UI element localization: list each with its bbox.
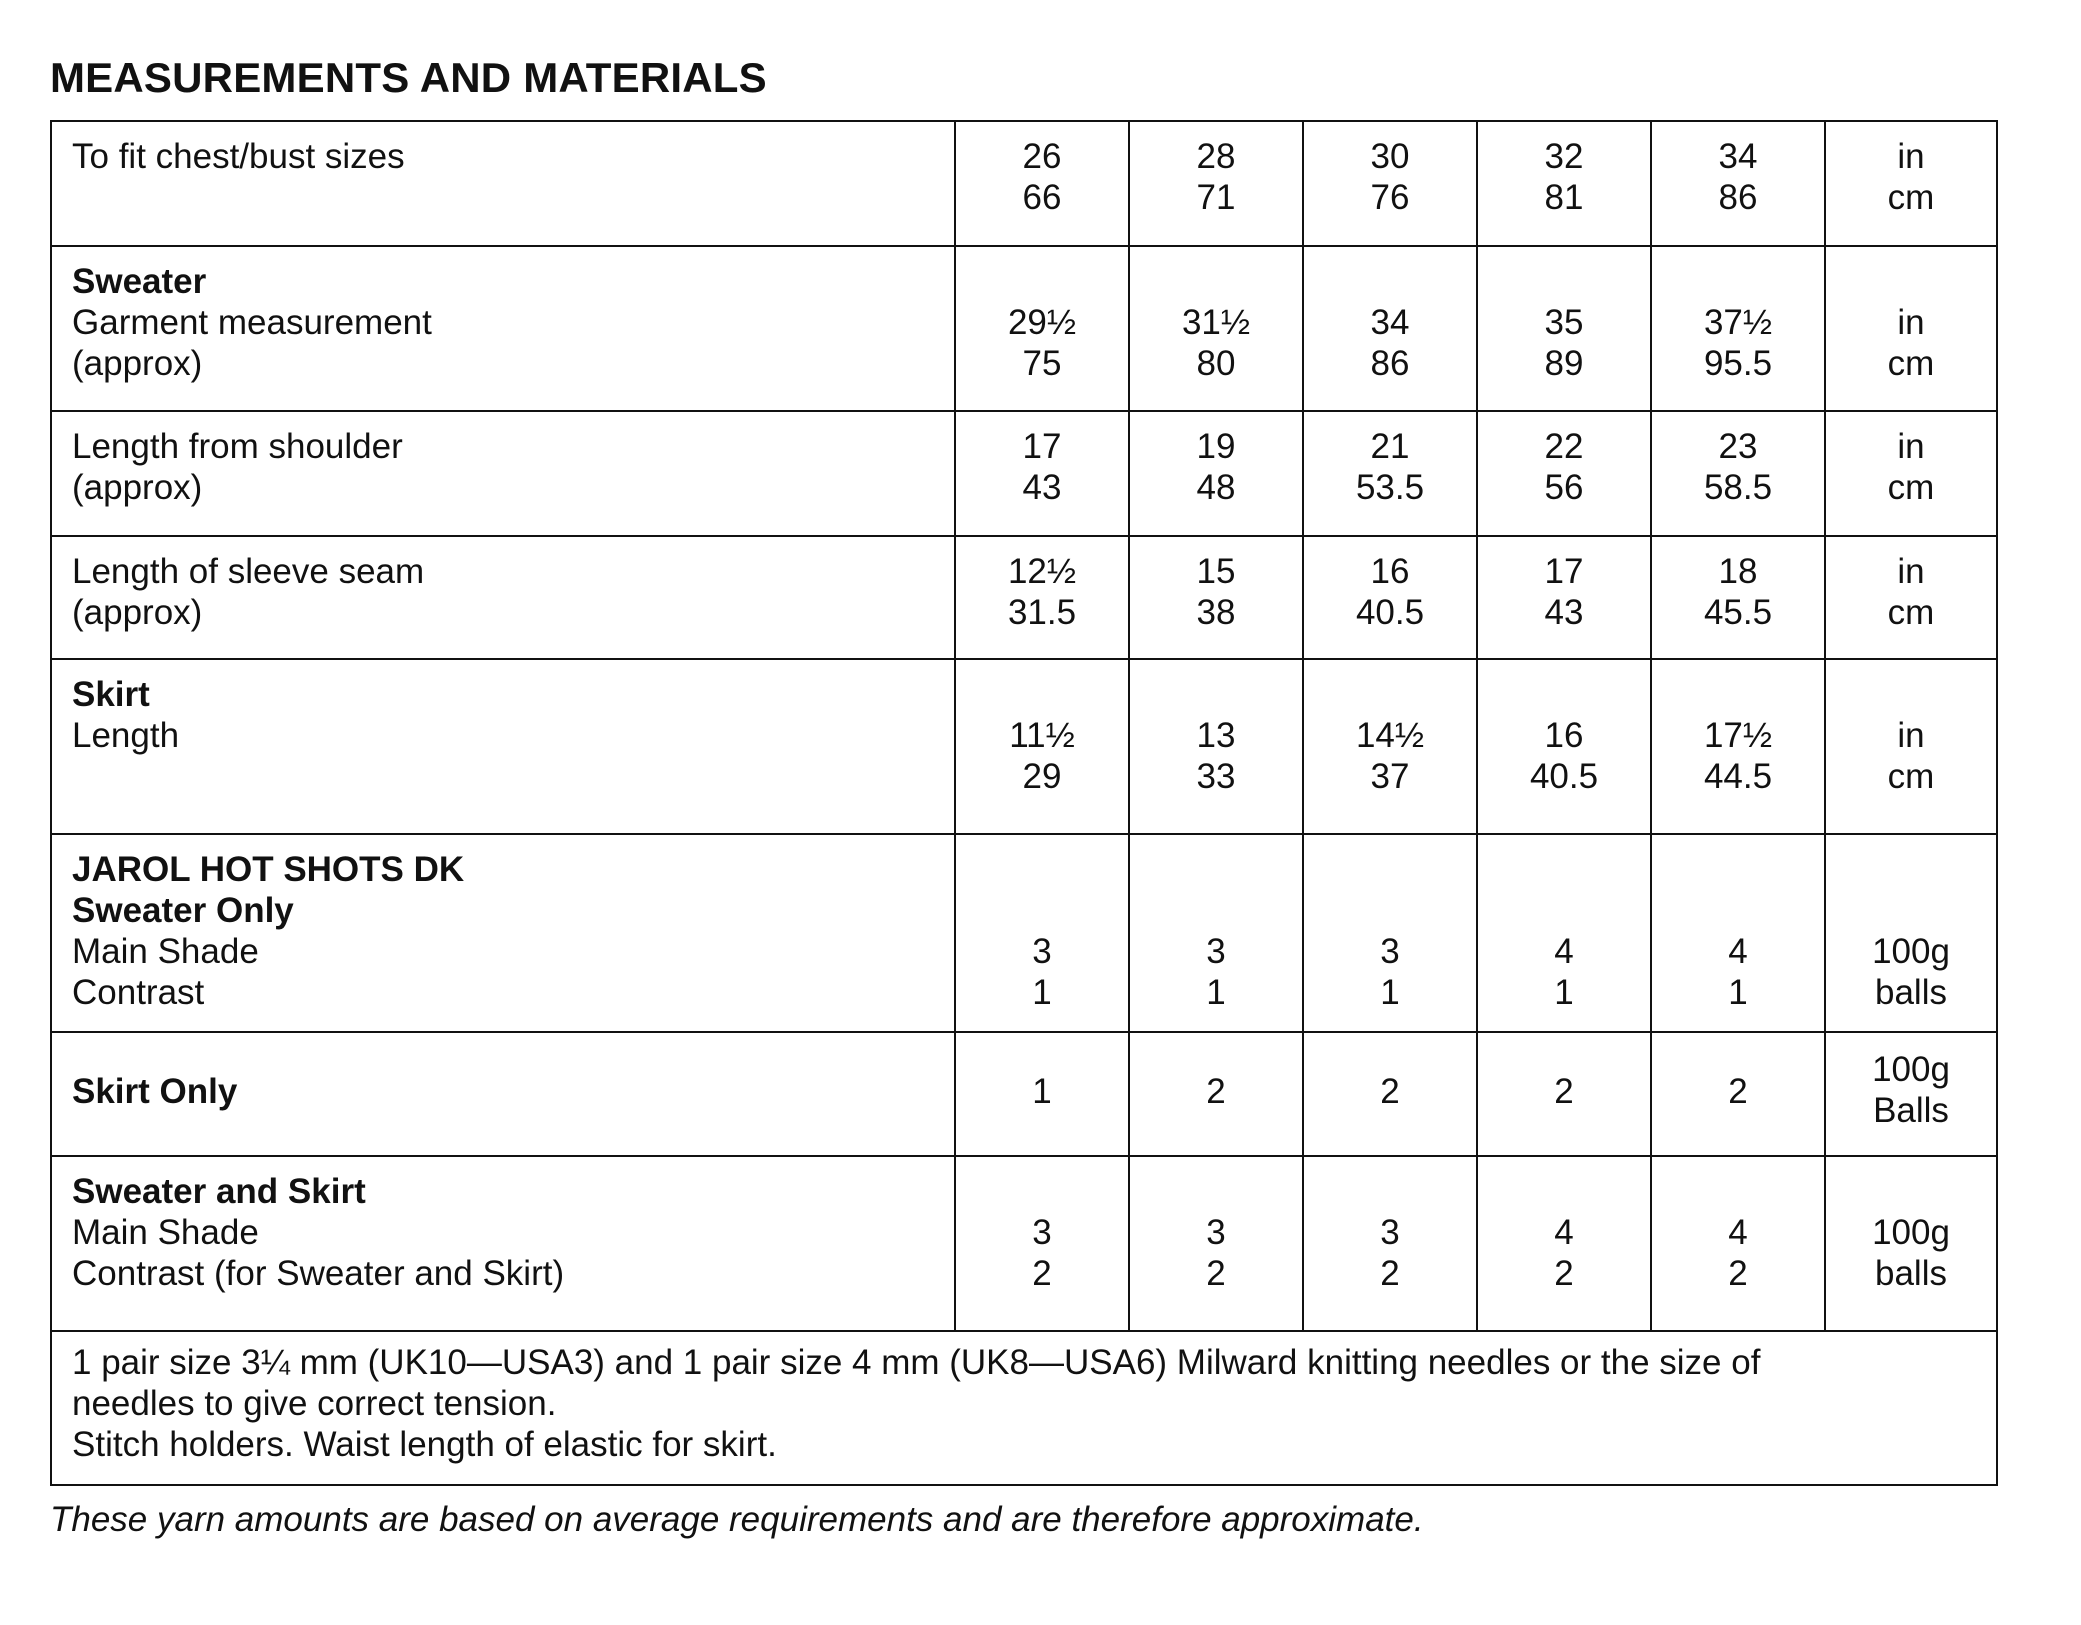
size-cell (1303, 659, 1477, 834)
section-heading: Sweater (72, 262, 207, 301)
value-in: 32 (1544, 137, 1584, 176)
size-cell (955, 1156, 1129, 1331)
size-cell (1129, 121, 1303, 246)
row-label-text: Contrast (72, 973, 205, 1012)
value-in: 28 (1196, 137, 1236, 176)
value-in: 13 (1196, 716, 1236, 755)
value-cm: 45.5 (1703, 593, 1773, 632)
value-contrast: 1 (1554, 973, 1574, 1012)
value-cm: 76 (1370, 178, 1410, 217)
unit-in: in (1897, 137, 1925, 176)
unit-cell (1825, 121, 1997, 246)
value-in: 18 (1718, 552, 1758, 591)
unit-cell (1825, 411, 1997, 536)
row-label (51, 246, 955, 411)
value-cm: 86 (1718, 178, 1758, 217)
row-label-text: Main Shade (72, 1213, 259, 1252)
table-row-sweater-garment (51, 246, 1997, 411)
section-heading: Skirt (72, 675, 150, 714)
value-in: 17½ (1703, 716, 1773, 755)
approximation-note: These yarn amounts are based on average requirements and are therefore approximate. (50, 1500, 1424, 1539)
size-cell (1651, 536, 1825, 659)
table-row-sleeve-seam (51, 536, 1997, 659)
footer-line: 1 pair size 3¼ mm (UK10—USA3) and 1 pair size 4 mm (UK8—USA6) Milward knitting needles or the size of (72, 1343, 1761, 1382)
size-cell (1651, 121, 1825, 246)
size-cell (1129, 1156, 1303, 1331)
value-cm: 58.5 (1703, 468, 1773, 507)
value-cm: 38 (1196, 593, 1236, 632)
size-cell (1651, 411, 1825, 536)
size-cell (955, 121, 1129, 246)
size-cell (955, 411, 1129, 536)
unit-cell (1825, 536, 1997, 659)
row-label (51, 536, 955, 659)
table-row-footer (51, 1331, 1997, 1485)
value-in: 11½ (1009, 716, 1075, 755)
value-in: 26 (1022, 137, 1062, 176)
row-label-text: Garment measurement (72, 303, 432, 342)
unit-cell (1825, 834, 1997, 1032)
row-label-text: Contrast (for Sweater and Skirt) (72, 1254, 565, 1293)
size-cell (955, 1032, 1129, 1156)
row-label (51, 834, 955, 1032)
value-cm: 95.5 (1703, 344, 1773, 383)
size-cell (1129, 1032, 1303, 1156)
chest-label: To fit chest/bust sizes (72, 137, 405, 176)
value-main: 3 (1206, 932, 1226, 971)
size-cell (1477, 246, 1651, 411)
row-label (51, 1156, 955, 1331)
unit-cm: cm (1887, 178, 1935, 217)
value-main: 3 (1032, 1213, 1052, 1252)
size-cell (1477, 1156, 1651, 1331)
value-cm: 66 (1022, 178, 1062, 217)
value-cm: 75 (1022, 344, 1062, 383)
value-contrast: 2 (1728, 1254, 1748, 1293)
size-cell (1303, 121, 1477, 246)
yarn-heading: JAROL HOT SHOTS DK (72, 850, 465, 889)
size-cell (1303, 536, 1477, 659)
unit-cm: cm (1887, 757, 1935, 796)
value-cm: 53.5 (1355, 468, 1425, 507)
unit-in: in (1897, 427, 1925, 466)
value-in: 12½ (1007, 552, 1077, 591)
size-cell (1651, 659, 1825, 834)
value-balls: 2 (1206, 1072, 1226, 1111)
value-cm: 31.5 (1007, 593, 1077, 632)
row-label (51, 411, 955, 536)
row-label-text: Length from shoulder (72, 427, 403, 466)
value-contrast: 2 (1554, 1254, 1574, 1293)
value-in: 14½ (1355, 716, 1425, 755)
size-cell (1129, 411, 1303, 536)
unit-balls: balls (1875, 973, 1947, 1012)
value-in: 16 (1544, 716, 1584, 755)
value-balls: 2 (1380, 1072, 1400, 1111)
size-cell (1477, 536, 1651, 659)
value-main: 4 (1554, 1213, 1574, 1252)
size-cell (1129, 536, 1303, 659)
unit-weight: 100g (1872, 1050, 1950, 1089)
value-contrast: 1 (1032, 973, 1052, 1012)
value-cm: 43 (1022, 468, 1062, 507)
size-cell (955, 246, 1129, 411)
value-cm: 29 (1022, 757, 1062, 796)
value-cm: 40.5 (1355, 593, 1425, 632)
value-cm: 86 (1370, 344, 1410, 383)
value-in: 22 (1544, 427, 1584, 466)
value-in: 17 (1022, 427, 1062, 466)
value-in: 23 (1718, 427, 1758, 466)
unit-in: in (1897, 303, 1925, 342)
value-main: 3 (1380, 932, 1400, 971)
row-label-text: (approx) (72, 344, 203, 383)
size-cell (1477, 121, 1651, 246)
value-contrast: 2 (1206, 1254, 1226, 1293)
value-in: 17 (1544, 552, 1584, 591)
value-contrast: 2 (1380, 1254, 1400, 1293)
size-cell (1651, 1032, 1825, 1156)
value-cm: 71 (1196, 178, 1236, 217)
value-in: 34 (1718, 137, 1758, 176)
size-cell (1651, 1156, 1825, 1331)
value-cm: 89 (1544, 344, 1584, 383)
value-cm: 37 (1370, 757, 1410, 796)
table-row-yarn-sweater (51, 834, 1997, 1032)
unit-in: in (1897, 552, 1925, 591)
value-in: 16 (1370, 552, 1410, 591)
value-main: 4 (1728, 932, 1748, 971)
value-in: 34 (1370, 303, 1410, 342)
value-cm: 40.5 (1529, 757, 1599, 796)
unit-cm: cm (1887, 344, 1935, 383)
value-contrast: 1 (1380, 973, 1400, 1012)
size-cell (1303, 1032, 1477, 1156)
size-cell (1303, 411, 1477, 536)
table-row-yarn-skirt (51, 1032, 1997, 1156)
value-main: 3 (1380, 1213, 1400, 1252)
materials-footer (51, 1331, 1997, 1485)
size-cell (1477, 834, 1651, 1032)
unit-cell (1825, 659, 1997, 834)
footer-line: Stitch holders. Waist length of elastic for skirt. (72, 1425, 777, 1464)
value-cm: 43 (1544, 593, 1584, 632)
value-in: 19 (1196, 427, 1236, 466)
table-row-yarn-both (51, 1156, 1997, 1331)
row-label (51, 659, 955, 834)
row-label-text: (approx) (72, 593, 203, 632)
table-row-skirt-length (51, 659, 1997, 834)
row-label-text: (approx) (72, 468, 203, 507)
size-cell (1303, 1156, 1477, 1331)
size-cell (1477, 1032, 1651, 1156)
row-label (51, 1032, 955, 1156)
section-heading: Skirt Only (72, 1072, 238, 1111)
size-cell (1477, 659, 1651, 834)
value-in: 29½ (1007, 303, 1077, 342)
size-cell (955, 536, 1129, 659)
page-title: MEASUREMENTS AND MATERIALS (50, 54, 767, 101)
size-cell (955, 659, 1129, 834)
unit-cell (1825, 1156, 1997, 1331)
section-heading: Sweater Only (72, 891, 294, 930)
value-cm: 80 (1196, 344, 1236, 383)
row-label-text: Length (72, 716, 180, 755)
size-cell (1651, 834, 1825, 1032)
value-balls: 2 (1554, 1072, 1574, 1111)
value-cm: 48 (1196, 468, 1236, 507)
table-row-chest (51, 121, 1997, 246)
unit-cell (1825, 246, 1997, 411)
value-in: 31½ (1181, 303, 1251, 342)
section-heading: Sweater and Skirt (72, 1172, 366, 1211)
size-cell (1129, 659, 1303, 834)
row-label-text: Length of sleeve seam (72, 552, 425, 591)
measurements-table (50, 120, 1998, 1486)
value-balls: 1 (1032, 1072, 1052, 1111)
value-main: 3 (1206, 1213, 1226, 1252)
value-main: 3 (1032, 932, 1052, 971)
size-cell (1129, 834, 1303, 1032)
unit-balls: Balls (1873, 1091, 1949, 1130)
value-in: 21 (1370, 427, 1410, 466)
value-main: 4 (1554, 932, 1574, 971)
value-contrast: 2 (1032, 1254, 1052, 1293)
value-in: 30 (1370, 137, 1410, 176)
value-in: 15 (1196, 552, 1236, 591)
size-cell (1303, 834, 1477, 1032)
value-cm: 81 (1544, 178, 1584, 217)
footer-line: needles to give correct tension. (72, 1384, 557, 1423)
value-main: 4 (1728, 1213, 1748, 1252)
size-cell (1129, 246, 1303, 411)
row-label-text: Main Shade (72, 932, 259, 971)
size-cell (1477, 411, 1651, 536)
value-in: 37½ (1703, 303, 1773, 342)
unit-weight: 100g (1872, 932, 1950, 971)
value-contrast: 1 (1206, 973, 1226, 1012)
unit-cm: cm (1887, 593, 1935, 632)
table-row-length-shoulder (51, 411, 1997, 536)
value-balls: 2 (1728, 1072, 1748, 1111)
size-cell (1303, 246, 1477, 411)
size-cell (955, 834, 1129, 1032)
value-in: 35 (1544, 303, 1584, 342)
value-cm: 56 (1544, 468, 1584, 507)
unit-weight: 100g (1872, 1213, 1950, 1252)
size-cell (1651, 246, 1825, 411)
unit-cm: cm (1887, 468, 1935, 507)
value-cm: 44.5 (1703, 757, 1773, 796)
row-label (51, 121, 955, 246)
unit-cell (1825, 1032, 1997, 1156)
value-cm: 33 (1196, 757, 1236, 796)
unit-balls: balls (1875, 1254, 1947, 1293)
value-contrast: 1 (1728, 973, 1748, 1012)
unit-in: in (1897, 716, 1925, 755)
